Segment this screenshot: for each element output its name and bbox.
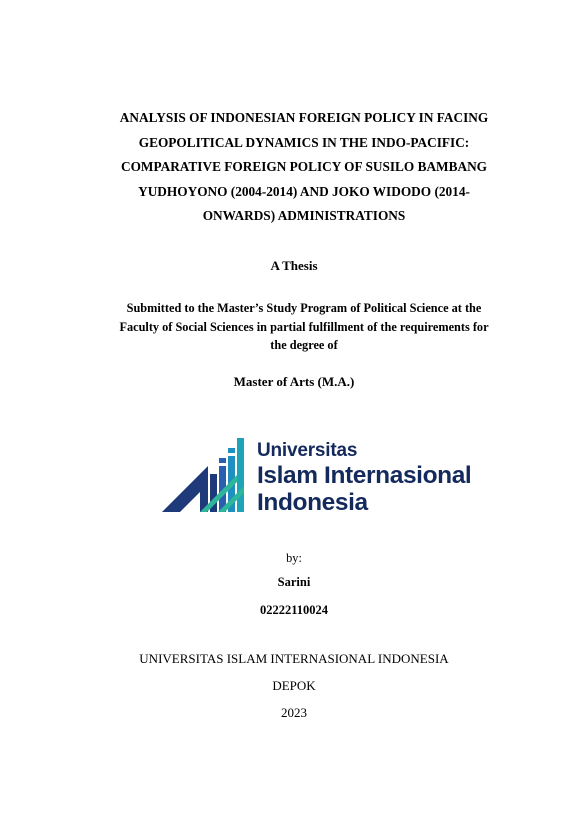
title-line: YUDHOYONO (2004-2014) AND JOKO WIDODO (2014- — [138, 183, 470, 199]
university-name: UNIVERSITAS ISLAM INTERNASIONAL INDONESIA — [139, 651, 449, 666]
submission-line: Faculty of Social Sciences in partial fulfillment of the requirements for — [119, 319, 489, 334]
logo-bar — [219, 458, 226, 463]
submission-statement — [104, 299, 504, 355]
city: DEPOK — [272, 678, 316, 693]
by-label: by: — [286, 551, 302, 565]
logo-triangle-navy — [162, 466, 208, 512]
degree-name: Master of Arts (M.A.) — [233, 374, 355, 389]
title-line: ANALYSIS OF INDONESIAN FOREIGN POLICY IN FACING — [119, 110, 489, 125]
logo-line-universitas: Universitas — [257, 440, 358, 461]
submission-line: the degree of — [270, 338, 338, 352]
author-name: Sarini — [277, 575, 311, 589]
thesis-title — [104, 106, 504, 229]
logo-bar — [237, 438, 244, 512]
title-line: COMPARATIVE FOREIGN POLICY OF SUSILO BAMBANG — [120, 159, 488, 174]
logo-bar — [228, 448, 235, 453]
document-type: A Thesis — [270, 258, 318, 273]
submission-line: Submitted to the Master’s Study Program of Political Science at the — [126, 301, 482, 315]
title-line: GEOPOLITICAL DYNAMICS IN THE INDO-PACIFIC: — [138, 134, 470, 150]
title-line: ONWARDS) ADMINISTRATIONS — [202, 208, 406, 223]
logo-line-indonesia: Indonesia — [257, 489, 368, 516]
student-id: 02222110024 — [259, 603, 329, 617]
logo-wordmark — [257, 440, 471, 516]
year: 2023 — [281, 705, 307, 720]
logo-line-islam-internasional: Islam Internasional — [257, 462, 472, 489]
